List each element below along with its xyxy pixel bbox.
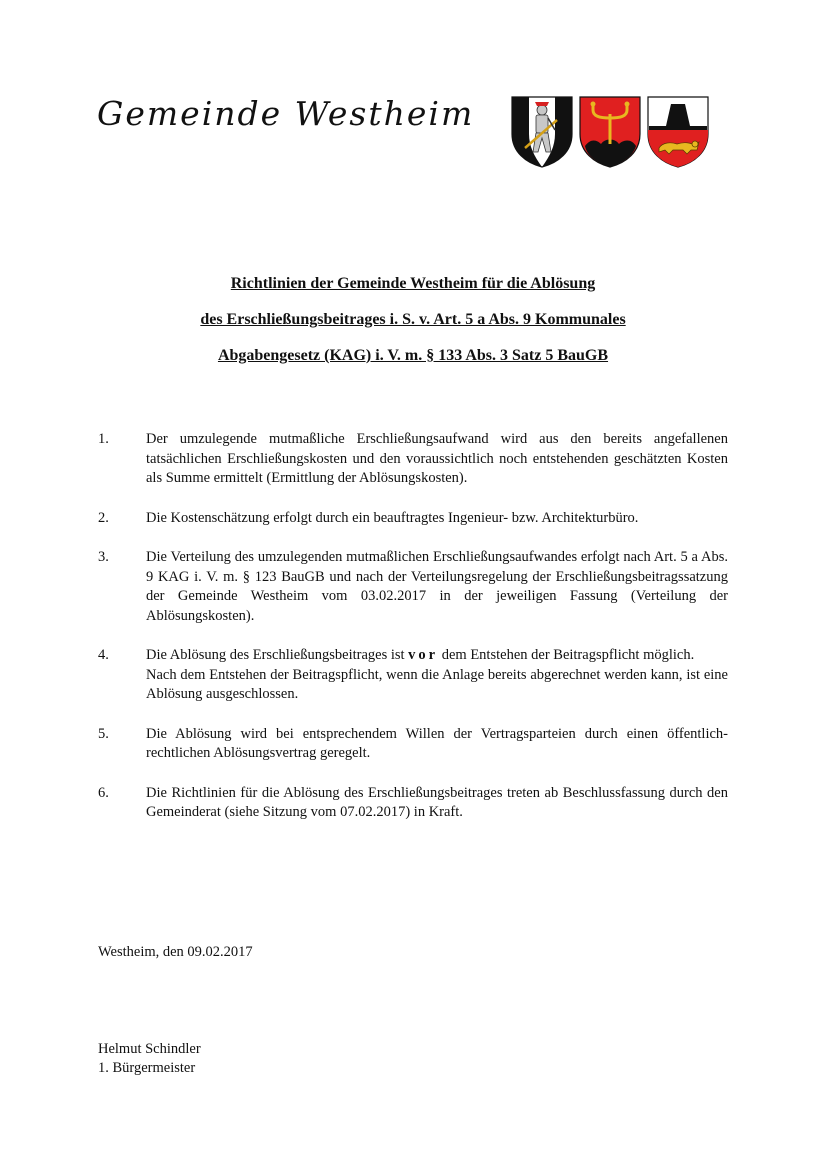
signature-block bbox=[98, 1040, 201, 1078]
guideline-list bbox=[98, 430, 728, 823]
heading-line-3: Abgabengesetz (KAG) i. V. m. § 133 Abs. 3 Satz 5 BauGB bbox=[217, 347, 609, 364]
signer-name: Helmut Schindler bbox=[98, 1041, 201, 1057]
emphasis-vor: vor bbox=[408, 647, 439, 663]
list-item: 2. Die Kostenschätzung erfolgt durch ein beauftragtes Ingenieur- bzw. Architekturbüro. bbox=[98, 509, 639, 526]
heading-line-2: des Erschließungsbeitrages i. S. v. Art. 5 a Abs. 9 Kommunales bbox=[200, 311, 626, 328]
place-date: Westheim, den 09.02.2017 bbox=[98, 944, 253, 960]
crest-lion-icon bbox=[647, 96, 709, 168]
list-item: 6. Die Richtlinien für die Ablösung des Erschließungsbeitrages treten ab Beschlussfassung durch den Gemeinderat (siehe Sitzung vom 07.02.2017) in Kraft. bbox=[98, 784, 728, 820]
list-item: 3. Die Verteilung des umzulegenden mutmaßlichen Erschließungsaufwandes erfolgt nach Art. 5 a Abs. 9 KAG i. V. m. § 123 BauGB und nach der Verteilungsregelung der Erschließungsbeitragssatzung der Gemeinde Westheim vom 03.02.2017 in der jeweiligen Fassung (Verteilung der Ablösungskosten). bbox=[98, 549, 728, 624]
crest-knight-icon bbox=[511, 96, 573, 168]
letterhead-title: Gemeinde Westheim bbox=[97, 94, 475, 133]
list-item: 4. Die Ablösung des Erschließungsbeitrages ist vor dem Entstehen der Beitragspflicht möglich. Nach dem Entstehen der Beitragspflicht, wenn die Anlage bereits abgerechnet werden kann, ist eine Ablösung ausgeschlossen. bbox=[98, 647, 728, 702]
heading-line-1: Richtlinien der Gemeinde Westheim für die Ablösung bbox=[230, 275, 596, 292]
list-item: 1. Der umzulegende mutmaßliche Erschließungsaufwand wird aus den bereits angefallenen tatsächlichen Erschließungskosten und den voraussichtlich noch entstehenden geschätzten Kosten als Summe ermittelt (Ermittlung der Ablösungskosten). bbox=[98, 431, 728, 486]
crest-fork-icon bbox=[579, 96, 641, 168]
signer-title: 1. Bürgermeister bbox=[98, 1060, 196, 1076]
list-item: 5. Die Ablösung wird bei entsprechendem Willen der Vertragsparteien durch einen öffentlich-rechtlichen Ablösungsvertrag geregelt. bbox=[98, 725, 728, 761]
coat-of-arms-group bbox=[511, 96, 709, 168]
document-heading bbox=[0, 266, 826, 374]
